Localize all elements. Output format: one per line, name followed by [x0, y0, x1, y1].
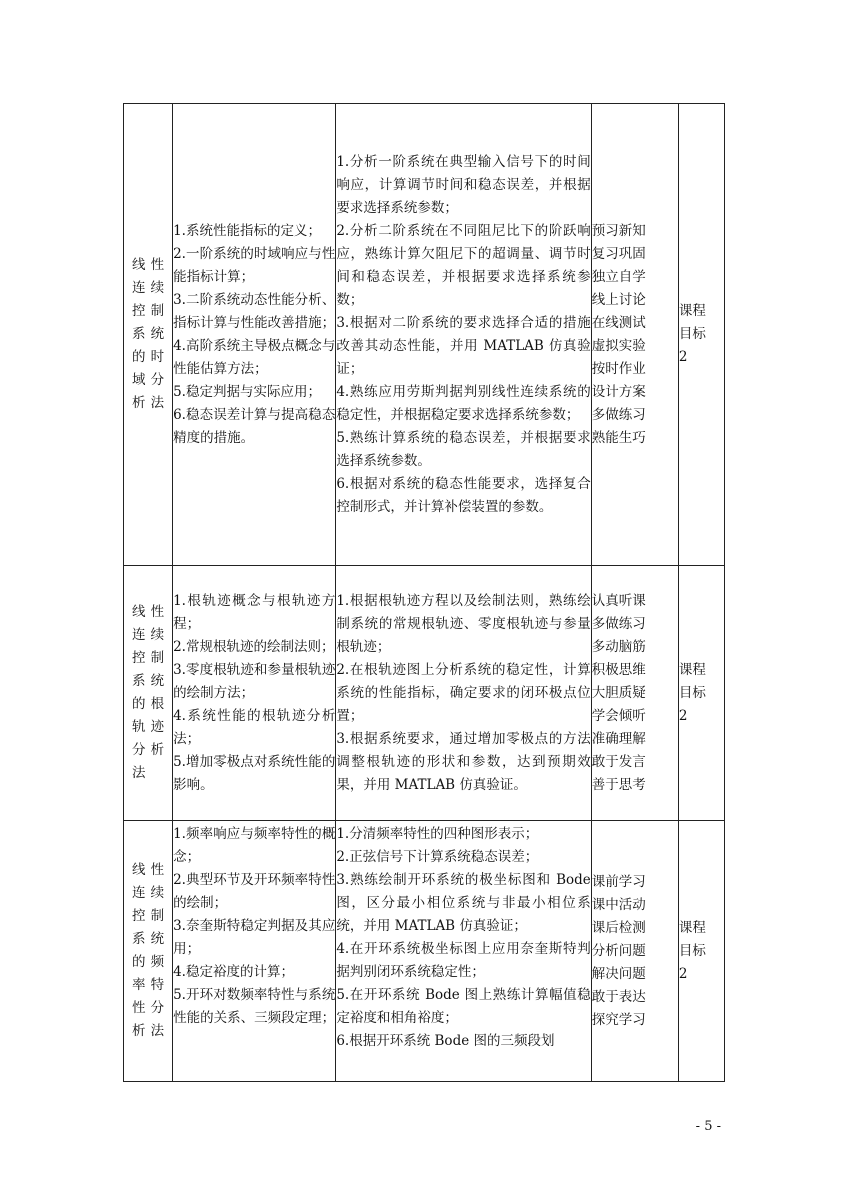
method-item: 在线测试	[591, 314, 646, 331]
method-item: 熟能生巧	[591, 429, 646, 446]
content-item: 3.零度根轨迹和参量根轨迹的绘制方法；	[173, 661, 336, 701]
chapter-cell	[124, 104, 173, 566]
goal-text: 目标	[678, 942, 706, 959]
syllabus-table	[123, 103, 725, 1082]
chapter-text: 法	[132, 765, 146, 781]
method-item: 预习新知	[591, 222, 646, 239]
chapter-text: 性分	[132, 1000, 165, 1016]
content-item: 4.稳定裕度的计算；	[173, 964, 294, 980]
goal-text: 课程	[678, 661, 706, 678]
method-item: 多动脑筋	[591, 638, 646, 655]
content-cell	[173, 104, 336, 566]
chapter-text: 析法	[132, 1023, 165, 1039]
method-cell	[591, 821, 678, 1082]
chapter-text: 的频	[132, 954, 165, 970]
requirement-item: 1.分清频率特性的四种图形表示；	[336, 826, 539, 842]
method-item: 解决问题	[591, 965, 646, 982]
content-item: 5.增加零极点对系统性能的影响。	[173, 753, 336, 793]
method-item: 课后检测	[591, 919, 646, 936]
content-item: 1.频率响应与频率特性的概念；	[173, 826, 336, 865]
chapter-text: 轨迹	[132, 719, 165, 735]
method-item: 准确理解	[591, 730, 646, 747]
method-item: 线上讨论	[591, 291, 646, 308]
requirement-cell	[336, 821, 591, 1082]
requirement-item: 1.分析一阶系统在典型输入信号下的时间响应，计算调节时间和稳态误差，并根据要求选择系统参数；	[336, 153, 591, 216]
method-item: 设计方案	[591, 383, 646, 400]
method-item: 认真听课	[591, 592, 646, 609]
requirement-item: 6.根据开环系统 Bode 图的三频段划	[336, 1033, 555, 1049]
table-row	[124, 566, 725, 821]
requirement-item: 3.根据系统要求，通过增加零极点的方法调整根轨迹的形状和参数，达到预期效果，并用 MATLAB 仿真验证。	[336, 730, 591, 793]
requirement-item: 5.熟练计算系统的稳态误差，并根据要求选择系统参数。	[336, 429, 591, 469]
method-item: 按时作业	[591, 360, 646, 377]
content-item: 1.系统性能指标的定义；	[173, 222, 321, 239]
method-item: 多做练习	[591, 406, 646, 423]
requirement-item: 2.正弦信号下计算系统稳态误差；	[336, 849, 539, 865]
method-cell	[591, 566, 678, 821]
goal-text: 2	[678, 965, 688, 982]
chapter-text: 的时	[132, 349, 165, 365]
goal-cell	[678, 566, 724, 821]
goal-text: 课程	[678, 919, 706, 936]
content-item: 2.典型环节及开环频率特性的绘制；	[173, 872, 336, 911]
goal-text: 目标	[678, 684, 706, 701]
requirement-item: 5.在开环系统 Bode 图上熟练计算幅值稳定裕度和相角裕度；	[336, 987, 591, 1026]
requirement-item: 2.在根轨迹图上分析系统的稳定性，计算系统的性能指标，确定要求的闭环极点位置；	[336, 661, 591, 724]
chapter-text: 线性	[132, 604, 165, 620]
chapter-text: 率特	[132, 977, 165, 993]
method-item: 大胆质疑	[591, 684, 646, 701]
chapter-text: 连续	[132, 627, 165, 643]
method-item: 独立自学	[591, 268, 646, 285]
method-item: 学会倾听	[591, 707, 646, 724]
chapter-text: 连续	[132, 280, 165, 296]
chapter-text: 分析	[132, 742, 165, 758]
chapter-cell	[124, 821, 173, 1082]
content-item: 2.常规根轨迹的绘制法则；	[173, 638, 335, 655]
content-item: 5.开环对数频率特性与系统性能的关系、三频段定理；	[173, 987, 336, 1026]
chapter-text: 控制	[132, 303, 165, 319]
chapter-text: 系统	[132, 673, 165, 689]
chapter-cell	[124, 566, 173, 821]
content-item: 5.稳定判据与实际应用；	[173, 383, 321, 400]
chapter-text: 线性	[132, 257, 165, 273]
content-item: 4.系统性能的根轨迹分析法；	[173, 707, 336, 747]
goal-cell	[678, 821, 724, 1082]
goal-text: 2	[678, 707, 688, 724]
content-item: 2.一阶系统的时域响应与性能指标计算；	[173, 245, 336, 285]
chapter-text: 系统	[132, 326, 165, 342]
requirement-item: 2.分析二阶系统在不同阻尼比下的阶跃响应，熟练计算欠阻尼下的超调量、调节时间和稳态误差，并根据要求选择系统参数；	[336, 222, 591, 308]
requirement-item: 6.根据对系统的稳态性能要求，选择复合控制形式，并计算补偿装置的参数。	[336, 475, 591, 515]
content-item: 1.根轨迹概念与根轨迹方程；	[173, 592, 336, 632]
goal-text: 目标	[678, 326, 706, 342]
page-number: - 5 -	[695, 1119, 721, 1134]
method-item: 善于思考	[591, 776, 646, 793]
method-item: 探究学习	[591, 1011, 646, 1028]
requirement-cell	[336, 104, 591, 566]
requirement-item: 1.根据根轨迹方程以及绘制法则，熟练绘制系统的常规根轨迹、零度根轨迹与参量根轨迹；	[336, 592, 591, 655]
requirement-cell	[336, 566, 591, 821]
method-item: 敢于表达	[591, 988, 646, 1005]
chapter-text: 控制	[132, 650, 165, 666]
chapter-text: 系统	[132, 931, 165, 947]
goal-cell	[678, 104, 724, 566]
requirement-item: 4.在开环系统极坐标图上应用奈奎斯特判据判别闭环系统稳定性；	[336, 941, 591, 980]
method-cell	[591, 104, 678, 566]
chapter-text: 析法	[132, 395, 165, 411]
requirement-item: 4.熟练应用劳斯判据判别线性连续系统的稳定性，并根据稳定要求选择系统参数；	[336, 383, 591, 423]
goal-text: 课程	[678, 303, 706, 319]
content-cell	[173, 566, 336, 821]
requirement-item: 3.根据对二阶系统的要求选择合适的措施改善其动态性能，并用 MATLAB 仿真验证；	[336, 314, 591, 377]
goal-text: 2	[678, 349, 688, 365]
method-item: 复习巩固	[591, 245, 646, 262]
chapter-text: 线性	[132, 862, 165, 878]
method-item: 敢于发言	[591, 753, 646, 770]
content-item: 6.稳态误差计算与提高稳态精度的措施。	[173, 406, 336, 446]
method-item: 虚拟实验	[591, 337, 646, 354]
table-row	[124, 821, 725, 1082]
method-item: 课中活动	[591, 896, 646, 913]
chapter-text: 域分	[132, 372, 165, 388]
chapter-text: 控制	[132, 908, 165, 924]
table-row	[124, 104, 725, 566]
content-item: 4.高阶系统主导极点概念与性能估算方法；	[173, 337, 336, 377]
requirement-item: 3.熟练绘制开环系统的极坐标图和 Bode 图，区分最小相位系统与非最小相位系统，并用 MATLAB 仿真验证；	[336, 872, 591, 934]
chapter-text: 的根	[132, 696, 165, 712]
method-item: 分析问题	[591, 942, 646, 959]
chapter-text: 连续	[132, 885, 165, 901]
method-item: 积极思维	[591, 661, 646, 678]
method-item: 课前学习	[591, 873, 646, 890]
content-cell	[173, 821, 336, 1082]
content-item: 3.二阶系统动态性能分析、指标计算与性能改善措施；	[173, 291, 336, 331]
content-item: 3.奈奎斯特稳定判据及其应用；	[173, 918, 336, 957]
method-item: 多做练习	[591, 615, 646, 632]
